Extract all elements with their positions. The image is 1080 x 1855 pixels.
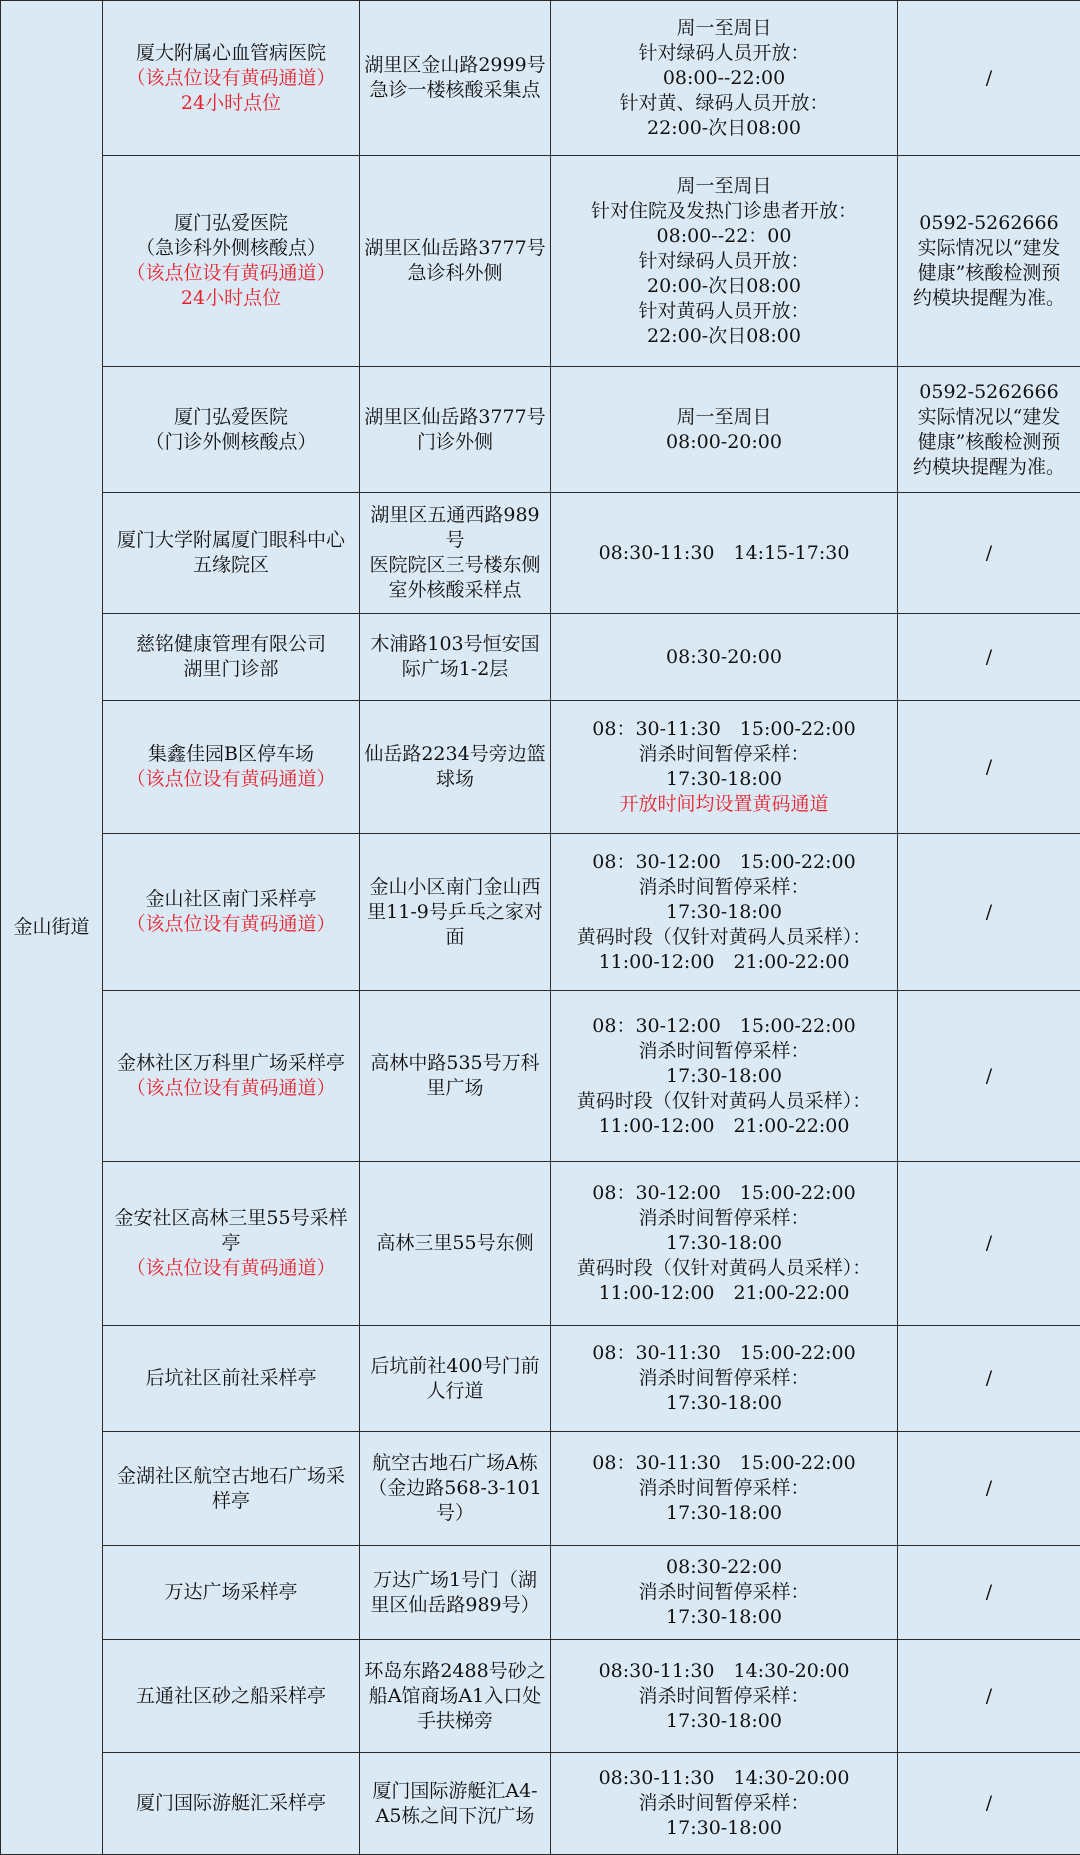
- cell-line: 0592-5262666: [901, 380, 1077, 405]
- address-cell: [360, 156, 551, 367]
- cell-line: /: [901, 755, 1077, 780]
- cell-line: 湖里区金山路2999号: [363, 53, 547, 78]
- site-name-cell: [103, 493, 360, 614]
- opening-hours-cell: [551, 1546, 898, 1640]
- cell-line: （该点位设有黄码通道）: [106, 261, 356, 286]
- cell-line: 亭: [106, 1231, 356, 1256]
- note-cell: [898, 1640, 1080, 1753]
- site-name-cell: [103, 1546, 360, 1640]
- cell-line: 里广场: [363, 1076, 547, 1101]
- cell-line: （该点位设有黄码通道）: [106, 767, 356, 792]
- address-cell: [360, 493, 551, 614]
- cell-line: 手扶梯旁: [363, 1709, 547, 1734]
- address-cell: [360, 701, 551, 834]
- cell-line: 门诊外侧: [363, 430, 547, 455]
- cell-line: 消杀时间暂停采样：: [554, 1791, 894, 1816]
- cell-line: 08：30-12:00 15:00-22:00: [554, 1014, 894, 1039]
- cell-line: /: [901, 1064, 1077, 1089]
- cell-line: 厦门国际游艇汇A4-: [363, 1779, 547, 1804]
- cell-line: 08:00--22：00: [554, 224, 894, 249]
- cell-line: 11:00-12:00 21:00-22:00: [554, 1114, 894, 1139]
- opening-hours-cell: [551, 493, 898, 614]
- opening-hours-cell: [551, 834, 898, 991]
- table-row: [1, 493, 1080, 614]
- cell-line: 万达广场采样亭: [106, 1580, 356, 1605]
- opening-hours-cell: [551, 701, 898, 834]
- cell-line: 消杀时间暂停采样：: [554, 1039, 894, 1064]
- cell-line: 20:00-次日08:00: [554, 274, 894, 299]
- cell-line: 针对住院及发热门诊患者开放：: [554, 199, 894, 224]
- cell-line: （该点位设有黄码通道）: [106, 1076, 356, 1101]
- opening-hours-cell: [551, 991, 898, 1162]
- address-cell: [360, 1326, 551, 1432]
- cell-line: 17:30-18:00: [554, 1605, 894, 1630]
- cell-line: 11:00-12:00 21:00-22:00: [554, 1281, 894, 1306]
- site-name-cell: [103, 614, 360, 701]
- cell-line: /: [901, 1476, 1077, 1501]
- table-row: [1, 1753, 1080, 1855]
- cell-line: 厦门弘爱医院: [106, 211, 356, 236]
- site-name-cell: [103, 1162, 360, 1326]
- table-row: [1, 367, 1080, 493]
- cell-line: 后坑前社400号门前: [363, 1354, 547, 1379]
- address-cell: [360, 614, 551, 701]
- address-cell: [360, 1753, 551, 1855]
- opening-hours-cell: [551, 1162, 898, 1326]
- cell-line: 湖里区五通西路989: [363, 503, 547, 528]
- cell-line: 急诊科外侧: [363, 261, 547, 286]
- opening-hours-cell: [551, 1, 898, 156]
- cell-line: 湖里区仙岳路3777号: [363, 236, 547, 261]
- cell-line: 里区仙岳路989号）: [363, 1593, 547, 1618]
- table-row: [1, 1640, 1080, 1753]
- address-cell: [360, 367, 551, 493]
- cell-line: 08:30-11:30 14:30-20:00: [554, 1766, 894, 1791]
- address-cell: [360, 1640, 551, 1753]
- cell-line: 五缘院区: [106, 553, 356, 578]
- cell-line: 黄码时段（仅针对黄码人员采样）：: [554, 1089, 894, 1114]
- site-name-cell: [103, 701, 360, 834]
- site-name-cell: [103, 1326, 360, 1432]
- cell-line: 后坑社区前社采样亭: [106, 1366, 356, 1391]
- table-row: [1, 1162, 1080, 1326]
- cell-line: 11:00-12:00 21:00-22:00: [554, 950, 894, 975]
- opening-hours-cell: [551, 1753, 898, 1855]
- cell-line: 24小时点位: [106, 91, 356, 116]
- cell-line: /: [901, 645, 1077, 670]
- cell-line: 里11-9号乒乓之家对: [363, 900, 547, 925]
- cell-line: 室外核酸采样点: [363, 578, 547, 603]
- cell-line: 实际情况以“建发: [901, 405, 1077, 430]
- note-cell: [898, 991, 1080, 1162]
- cell-line: 厦门国际游艇汇采样亭: [106, 1791, 356, 1816]
- table-row: [1, 991, 1080, 1162]
- table-row: [1, 1432, 1080, 1546]
- cell-line: 湖里门诊部: [106, 657, 356, 682]
- note-cell: [898, 493, 1080, 614]
- cell-line: /: [901, 1366, 1077, 1391]
- cell-line: 17:30-18:00: [554, 1231, 894, 1256]
- cell-line: 消杀时间暂停采样：: [554, 1580, 894, 1605]
- note-cell: [898, 614, 1080, 701]
- cell-line: 金山小区南门金山西: [363, 875, 547, 900]
- cell-line: 船A馆商场A1入口处: [363, 1684, 547, 1709]
- cell-line: 集鑫佳园B区停车场: [106, 742, 356, 767]
- district-cell: 金山街道: [1, 1, 103, 1855]
- cell-line: 号: [363, 528, 547, 553]
- cell-line: 17:30-18:00: [554, 1816, 894, 1841]
- cell-line: 厦门大学附属厦门眼科中心: [106, 528, 356, 553]
- opening-hours-cell: [551, 367, 898, 493]
- note-cell: [898, 1162, 1080, 1326]
- address-cell: [360, 1546, 551, 1640]
- site-name-cell: [103, 991, 360, 1162]
- note-cell: [898, 156, 1080, 367]
- cell-line: /: [901, 1580, 1077, 1605]
- cell-line: /: [901, 900, 1077, 925]
- cell-line: 周一至周日: [554, 405, 894, 430]
- note-cell: [898, 1326, 1080, 1432]
- cell-line: 厦门弘爱医院: [106, 405, 356, 430]
- cell-line: /: [901, 1791, 1077, 1816]
- address-cell: [360, 1162, 551, 1326]
- cell-line: 万达广场1号门（湖: [363, 1568, 547, 1593]
- cell-line: 17:30-18:00: [554, 900, 894, 925]
- cell-line: 高林中路535号万科: [363, 1051, 547, 1076]
- cell-line: 黄码时段（仅针对黄码人员采样）：: [554, 925, 894, 950]
- note-cell: [898, 701, 1080, 834]
- cell-line: 22:00-次日08:00: [554, 324, 894, 349]
- cell-line: 08:00--22:00: [554, 66, 894, 91]
- cell-line: （该点位设有黄码通道）: [106, 66, 356, 91]
- cell-line: 厦大附属心血管病医院: [106, 41, 356, 66]
- cell-line: 湖里区仙岳路3777号: [363, 405, 547, 430]
- cell-line: （急诊科外侧核酸点）: [106, 236, 356, 261]
- cell-line: 金林社区万科里广场采样亭: [106, 1051, 356, 1076]
- opening-hours-cell: [551, 1432, 898, 1546]
- cell-line: 球场: [363, 767, 547, 792]
- table-row: [1, 614, 1080, 701]
- cell-line: 08：30-12:00 15:00-22:00: [554, 1181, 894, 1206]
- cell-line: /: [901, 66, 1077, 91]
- cell-line: 17:30-18:00: [554, 1391, 894, 1416]
- site-name-cell: [103, 1, 360, 156]
- cell-line: 急诊一楼核酸采集点: [363, 78, 547, 103]
- cell-line: 08:30-11:30 14:15-17:30: [554, 541, 894, 566]
- cell-line: 消杀时间暂停采样：: [554, 1476, 894, 1501]
- cell-line: 08:30-11:30 14:30-20:00: [554, 1659, 894, 1684]
- cell-line: 开放时间均设置黄码通道: [554, 792, 894, 817]
- cell-line: （门诊外侧核酸点）: [106, 430, 356, 455]
- cell-line: 仙岳路2234号旁边篮: [363, 742, 547, 767]
- cell-line: 消杀时间暂停采样：: [554, 875, 894, 900]
- table-body: [1, 1, 1080, 1855]
- cell-line: A5栋之间下沉广场: [363, 1804, 547, 1829]
- address-cell: [360, 1432, 551, 1546]
- note-cell: [898, 1432, 1080, 1546]
- cell-line: 周一至周日: [554, 174, 894, 199]
- site-name-cell: [103, 834, 360, 991]
- cell-line: 针对黄、绿码人员开放：: [554, 91, 894, 116]
- table-row: [1, 1546, 1080, 1640]
- cell-line: /: [901, 1684, 1077, 1709]
- cell-line: 24小时点位: [106, 286, 356, 311]
- cell-line: /: [901, 1231, 1077, 1256]
- cell-line: （该点位设有黄码通道）: [106, 1256, 356, 1281]
- cell-line: 08：30-11:30 15:00-22:00: [554, 1341, 894, 1366]
- cell-line: 消杀时间暂停采样：: [554, 1366, 894, 1391]
- cell-line: 黄码时段（仅针对黄码人员采样）：: [554, 1256, 894, 1281]
- site-name-cell: [103, 1432, 360, 1546]
- cell-line: 样亭: [106, 1489, 356, 1514]
- cell-line: （该点位设有黄码通道）: [106, 912, 356, 937]
- cell-line: 针对绿码人员开放：: [554, 41, 894, 66]
- cell-line: 实际情况以“建发: [901, 236, 1077, 261]
- note-cell: [898, 1753, 1080, 1855]
- cell-line: 08：30-11:30 15:00-22:00: [554, 717, 894, 742]
- cell-line: 约模块提醒为准。: [901, 286, 1077, 311]
- cell-line: 面: [363, 925, 547, 950]
- note-cell: [898, 367, 1080, 493]
- cell-line: 环岛东路2488号砂之: [363, 1659, 547, 1684]
- site-name-cell: [103, 1640, 360, 1753]
- cell-line: 消杀时间暂停采样：: [554, 742, 894, 767]
- cell-line: （金边路568-3-101: [363, 1476, 547, 1501]
- table-row: [1, 1, 1080, 156]
- table-row: [1, 156, 1080, 367]
- cell-line: 高林三里55号东侧: [363, 1231, 547, 1256]
- cell-line: 17:30-18:00: [554, 1709, 894, 1734]
- cell-line: 周一至周日: [554, 16, 894, 41]
- cell-line: 慈铭健康管理有限公司: [106, 632, 356, 657]
- cell-line: 08:30-20:00: [554, 645, 894, 670]
- note-cell: [898, 1546, 1080, 1640]
- cell-line: 22:00-次日08:00: [554, 116, 894, 141]
- cell-line: 人行道: [363, 1379, 547, 1404]
- cell-line: 消杀时间暂停采样：: [554, 1206, 894, 1231]
- opening-hours-cell: [551, 614, 898, 701]
- address-cell: [360, 991, 551, 1162]
- cell-line: 0592-5262666: [901, 211, 1077, 236]
- cell-line: 08：30-11:30 15:00-22:00: [554, 1451, 894, 1476]
- address-cell: [360, 1, 551, 156]
- cell-line: 针对绿码人员开放：: [554, 249, 894, 274]
- cell-line: 针对黄码人员开放：: [554, 299, 894, 324]
- cell-line: 健康”核酸检测预: [901, 261, 1077, 286]
- cell-line: 08:00-20:00: [554, 430, 894, 455]
- table-row: [1, 1326, 1080, 1432]
- cell-line: 17:30-18:00: [554, 1064, 894, 1089]
- cell-line: 健康”核酸检测预: [901, 430, 1077, 455]
- opening-hours-cell: [551, 156, 898, 367]
- opening-hours-cell: [551, 1326, 898, 1432]
- cell-line: 木浦路103号恒安国: [363, 632, 547, 657]
- cell-line: 08:30-22:00: [554, 1555, 894, 1580]
- opening-hours-cell: [551, 1640, 898, 1753]
- cell-line: /: [901, 541, 1077, 566]
- cell-line: 际广场1-2层: [363, 657, 547, 682]
- cell-line: 金湖社区航空古地石广场采: [106, 1464, 356, 1489]
- table-row: [1, 701, 1080, 834]
- cell-line: 消杀时间暂停采样：: [554, 1684, 894, 1709]
- cell-line: 08：30-12:00 15:00-22:00: [554, 850, 894, 875]
- cell-line: 医院院区三号楼东侧: [363, 553, 547, 578]
- address-cell: [360, 834, 551, 991]
- site-name-cell: [103, 156, 360, 367]
- cell-line: 17:30-18:00: [554, 1501, 894, 1526]
- site-name-cell: [103, 367, 360, 493]
- cell-line: 17:30-18:00: [554, 767, 894, 792]
- cell-line: 约模块提醒为准。: [901, 455, 1077, 480]
- cell-line: 五通社区砂之船采样亭: [106, 1684, 356, 1709]
- table-row: [1, 834, 1080, 991]
- cell-line: 航空古地石广场A栋: [363, 1451, 547, 1476]
- cell-line: 金安社区高林三里55号采样: [106, 1206, 356, 1231]
- note-cell: [898, 1, 1080, 156]
- cell-line: 号）: [363, 1501, 547, 1526]
- site-name-cell: [103, 1753, 360, 1855]
- cell-line: 金山社区南门采样亭: [106, 887, 356, 912]
- note-cell: [898, 834, 1080, 991]
